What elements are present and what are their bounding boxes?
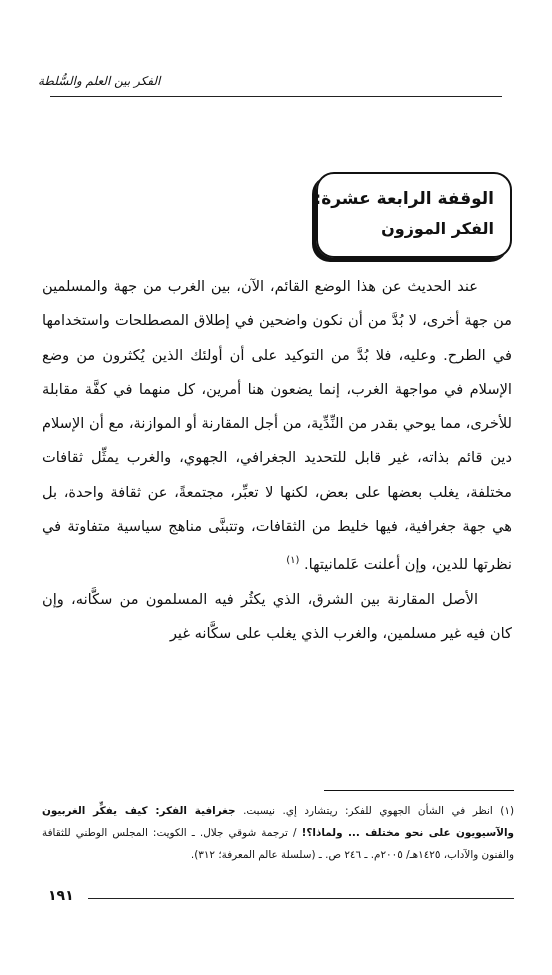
paragraph-text: الأصل المقارنة بين الشرق، الذي يكثُر فيه المسلمون من سكَّانه، وإن كان فيه غير مسلمين، والغرب الذي يغلب على سكَّانه غير — [42, 590, 512, 642]
paragraph-text: عند الحديث عن هذا الوضع القائم، الآن، بين الغرب من جهة والمسلمين من جهة أخرى، لا بُدَّ من أن نكون واضحين في إطلاق المصطلحات واستخدامها في الطرح. وعليه، فلا بُدَّ من التوكيد على أن أولئك الذين يُكثرون من وضع الإسلام في مواجهة الغرب، إنما يضعون هنا أمرين، كل منهما في كفَّة مقابلة للأخرى، مما يوحي بقدر من النِّدِّية، من أجل المقارنة أو الموازنة، مع أن الإسلام دين قائم بذاته، غير قابل للتحديد الجغرافي، الجهوي، والغرب يمثِّل ثقافات مختلفة، يغلب بعضها على بعض، لكنها لا تعبِّر، مجتمعةً، عن ثقافة واحدة، بل هي جهة جغرافية، فيها خليط من الثقافات، وتتبنَّى مناهج سياسية متفاوتة في نظرتها للدين، وإن أعلنت عَلمانيتها. — [42, 278, 512, 574]
section-title: الوقفة الرابعة عشرة: — [314, 189, 494, 209]
footnote — [42, 800, 514, 866]
section-subtitle: الفكر الموزون — [381, 219, 494, 238]
footnote-details: / ترجمة شوقي جلال. ـ الكويت: المجلس الوطني للثقافة والفنون والآداب، ١٤٢٥هـ/ ٢٠٠٥م. ـ ٢٤٦ ص. ـ (سلسلة عالم المعرفة؛ ٣١٢). — [42, 827, 514, 861]
section-heading-box — [316, 172, 512, 258]
running-head: الفكر بين العلم والسُّلطة — [38, 74, 161, 88]
footnote-reference[interactable]: (١) — [286, 555, 300, 567]
footnote-prefix: (١) انظر في الشأن الجهوي للفكر: ريتشارد إي. نيسبت. — [243, 805, 514, 817]
paragraph — [42, 270, 512, 583]
footer-rule — [88, 898, 514, 899]
paragraph — [42, 583, 512, 652]
footnote-book-title: جغرافية الفكر: كيف يفكِّر الغربيون والآسيويون على نحو مختلف ... ولماذا؟! — [42, 805, 515, 839]
page-number: ١٩١ — [48, 888, 74, 904]
body-text — [42, 270, 512, 651]
header-rule — [50, 96, 502, 97]
footnote-rule — [324, 790, 514, 791]
